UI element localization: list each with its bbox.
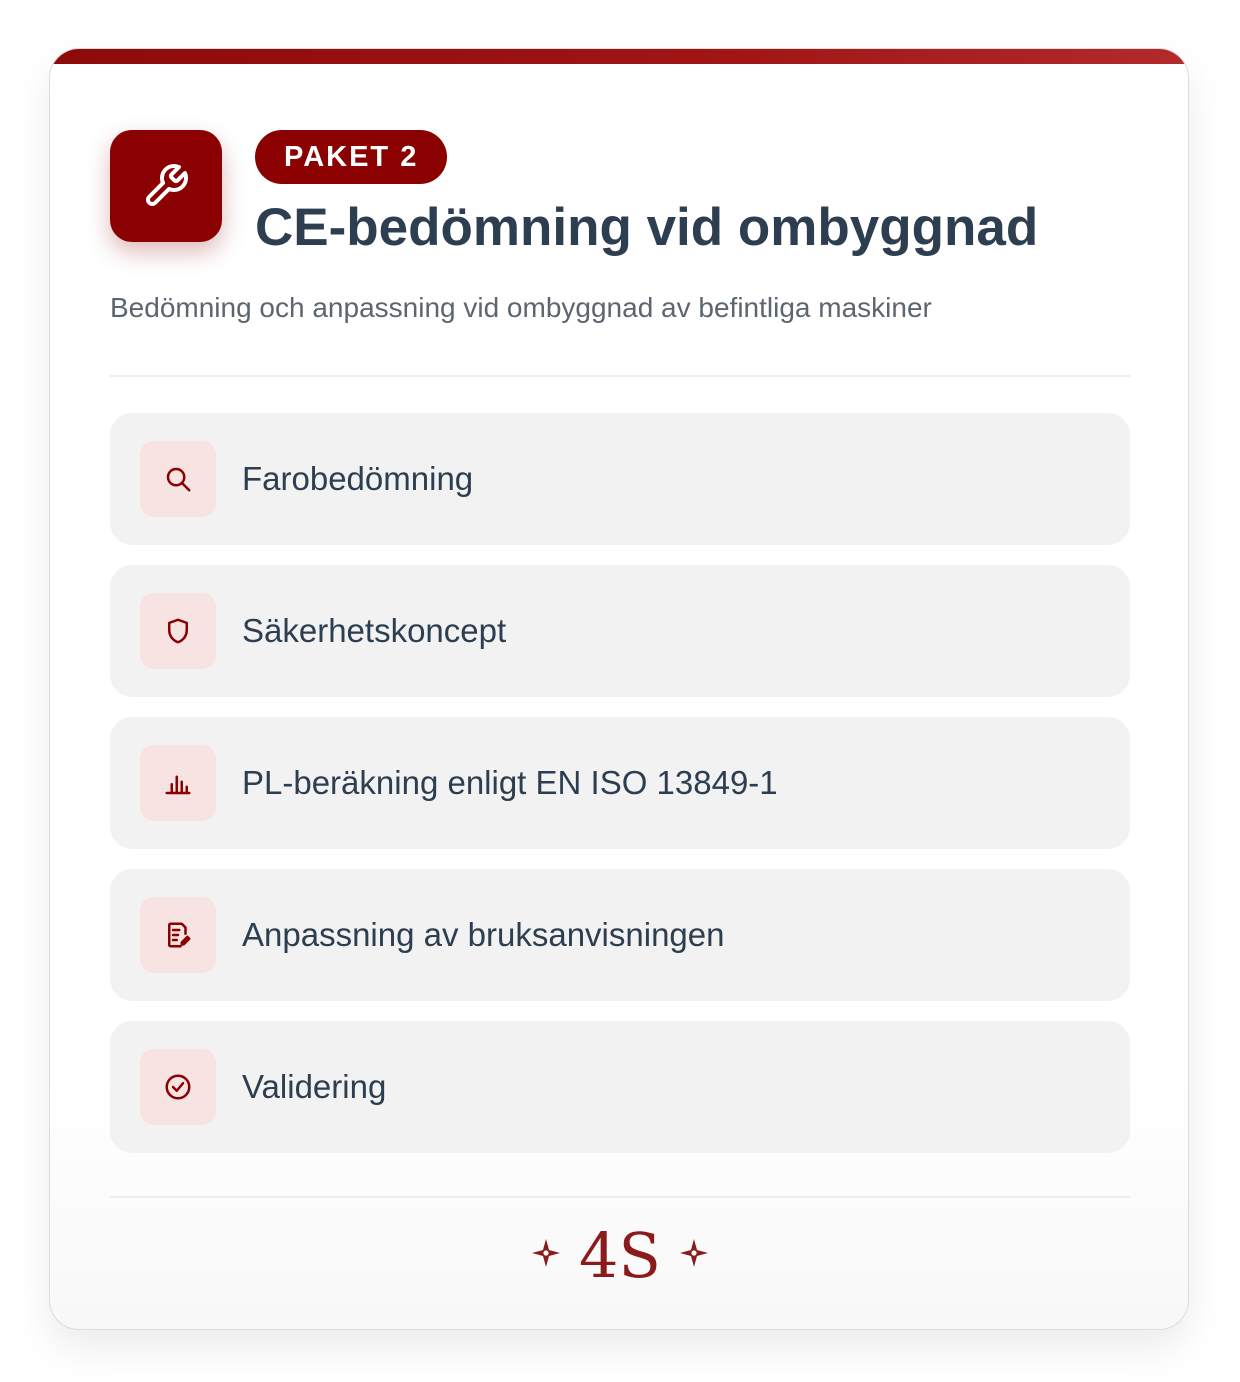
feature-label: PL-beräkning enligt EN ISO 13849-1	[242, 764, 778, 801]
feature-item-pl-berakning	[110, 717, 1130, 849]
feature-label: Säkerhetskoncept	[242, 612, 507, 649]
feature-label: Validering	[242, 1068, 387, 1105]
search-icon	[140, 441, 216, 517]
shield-icon	[140, 593, 216, 669]
check-circle-icon	[140, 1049, 216, 1125]
page-subtitle: Bedömning och anpassning vid ombyggnad av befintliga maskiner	[110, 292, 932, 323]
feature-item-farobedomning	[110, 413, 1130, 545]
company-logo	[530, 1219, 710, 1289]
bar-chart-icon	[140, 745, 216, 821]
footer-divider	[110, 1196, 1130, 1198]
feature-item-bruksanvisning	[110, 869, 1130, 1001]
wrench-icon	[110, 130, 222, 242]
logo-text: 4S	[579, 1219, 661, 1289]
page-title: CE-bedömning vid ombyggnad	[255, 198, 1039, 257]
document-edit-icon	[140, 897, 216, 973]
card-accent-bar	[50, 49, 1188, 64]
header-divider	[110, 375, 1130, 377]
package-badge: PAKET 2	[255, 130, 447, 184]
feature-item-sakerhetskoncept	[110, 565, 1130, 697]
package-card	[49, 48, 1189, 1330]
feature-label: Farobedömning	[242, 460, 474, 497]
feature-item-validering	[110, 1021, 1130, 1153]
feature-label: Anpassning av bruksanvisningen	[242, 916, 725, 953]
